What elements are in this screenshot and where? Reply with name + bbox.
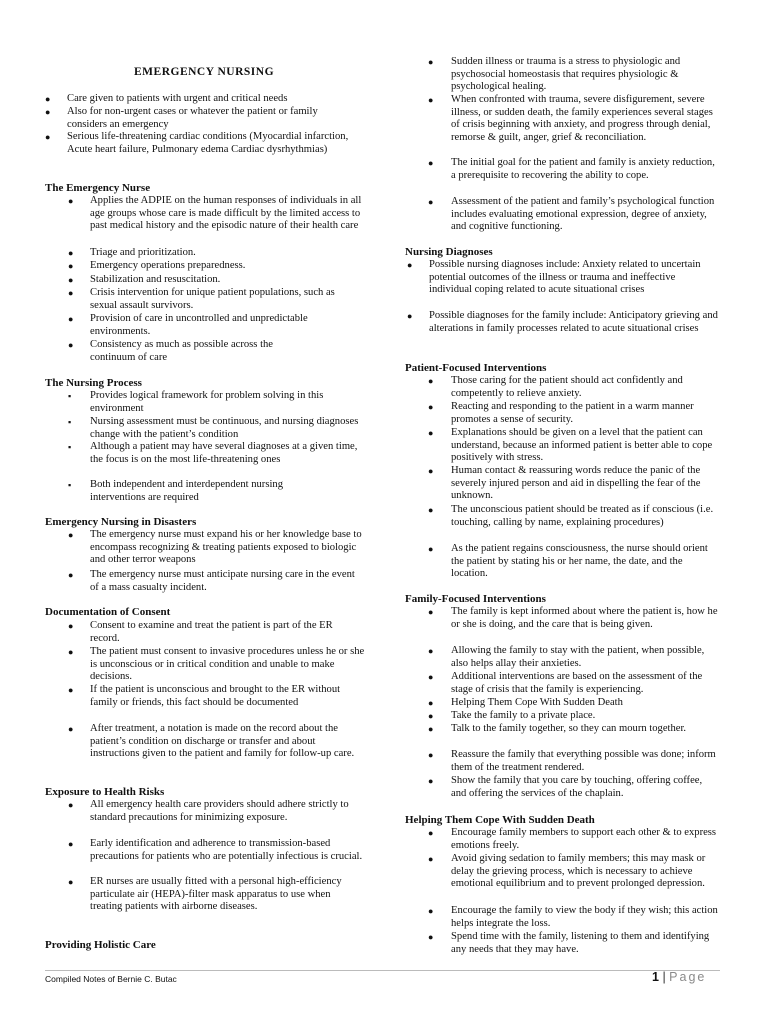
square-bullet-icon: ▪: [68, 391, 72, 401]
list-item: Nursing assessment must be continuous, and nursing diagnoses change with the patient’s condition: [90, 416, 359, 440]
list-item: Possible nursing diagnoses include: Anxiety related to uncertain potential outcomes of the illness or trauma and ineffective individual coping related to acute situational crises: [429, 259, 701, 296]
footer-page-indicator: [652, 970, 706, 984]
bullet-icon: ●: [428, 711, 434, 721]
list-item: Emergency operations preparedness.: [90, 260, 246, 271]
bullet-icon: ●: [428, 505, 434, 515]
list-item: The patient must consent to invasive procedures unless he or she is unconscious or in critical condition and unable to make decisions.: [90, 646, 365, 683]
list-item: Talk to the family together, so they can mourn together.: [451, 723, 687, 734]
list-item: Avoid giving sedation to family members; this may mask or delay the grieving process, which is necessary to achieve emotional equilibrium and to prevent prolonged depression.: [451, 853, 706, 890]
list-item: Although a patient may have several diagnoses at a given time, the focus is on the most life-threatening ones: [90, 441, 358, 465]
bullet-icon: ●: [68, 621, 74, 631]
bullet-icon: ●: [428, 95, 434, 105]
list-item: The emergency nurse must expand his or her knowledge base to encompass recognizing & treating patients exposed to biologic and other terror weapons: [90, 529, 362, 566]
bullet-icon: ●: [68, 340, 74, 350]
list-item: Allowing the family to stay with the patient, when possible, also helps allay their anxieties.: [451, 645, 705, 669]
bullet-icon: ●: [68, 685, 74, 695]
list-item: Applies the ADPIE on the human responses of individuals in all age groups whose care is made difficult by the limited access to past medical history and the episodic nature of their health care: [90, 195, 362, 232]
bullet-icon: ●: [428, 932, 434, 942]
list-item: Additional interventions are based on the assessment of the stage of crisis that the family is experiencing.: [451, 671, 703, 695]
square-bullet-icon: ▪: [68, 417, 72, 427]
bullet-icon: ●: [428, 828, 434, 838]
bullet-icon: ●: [68, 196, 74, 206]
list-item: Reacting and responding to the patient in a warm manner promotes a sense of security.: [451, 401, 694, 425]
right-column: [405, 0, 720, 960]
list-item: The family is kept informed about where the patient is, how he or she is doing, and the care that is being given.: [451, 606, 718, 630]
footer-author-note: Compiled Notes of Bernie C. Butac: [45, 974, 177, 984]
list-item: All emergency health care providers should adhere strictly to standard precautions for minimizing exposure.: [90, 799, 349, 823]
list-item: Both independent and interdependent nursing interventions are required: [90, 479, 283, 503]
bullet-icon: ●: [428, 672, 434, 682]
list-item: Provides logical framework for problem solving in this environment: [90, 390, 324, 414]
left-column: [45, 0, 365, 960]
list-item: Take the family to a private place.: [451, 710, 596, 721]
list-item: Explanations should be given on a level that the patient can understand, because an informed patient is better able to cope positively with stress.: [451, 427, 713, 464]
bullet-icon: ●: [428, 854, 434, 864]
bullet-icon: ●: [45, 107, 51, 117]
bullet-icon: ●: [68, 314, 74, 324]
bullet-icon: ●: [68, 261, 74, 271]
bullet-icon: ●: [428, 906, 434, 916]
bullet-icon: ●: [68, 530, 74, 540]
page-label: Page: [669, 970, 707, 984]
bullet-icon: ●: [428, 776, 434, 786]
page-title: EMERGENCY NURSING: [134, 66, 275, 78]
list-item: If the patient is unconscious and brought to the ER without family or friends, this fact should be documented: [90, 684, 341, 708]
bullet-icon: ●: [68, 647, 74, 657]
bullet-icon: ●: [68, 800, 74, 810]
bullet-icon: ●: [68, 839, 74, 849]
bullet-icon: ●: [45, 132, 51, 142]
section-heading-nursing-diagnoses: Nursing Diagnoses: [405, 246, 493, 258]
bullet-icon: ●: [428, 428, 434, 438]
list-item: Provision of care in uncontrolled and unpredictable environments.: [90, 313, 308, 337]
list-item: Spend time with the family, listening to them and identifying any needs that they may have.: [451, 931, 710, 955]
list-item: Possible diagnoses for the family include: Anticipatory grieving and alterations in family processes related to acute situational crises: [429, 310, 718, 334]
bullet-icon: ●: [68, 877, 74, 887]
section-heading-emergency-nurse: The Emergency Nurse: [45, 182, 151, 194]
page-number: 1: [652, 970, 659, 984]
list-item: Stabilization and resuscitation.: [90, 274, 221, 285]
list-item: The initial goal for the patient and family is anxiety reduction, a prerequisite to recovering the ability to cope.: [451, 157, 715, 181]
bullet-icon: ●: [428, 698, 434, 708]
list-item: Show the family that you care by touching, offering coffee, and offering the services of the chaplain.: [451, 775, 703, 799]
list-item: Early identification and adherence to transmission-based precautions for patients who are potentially infectious is crucial.: [90, 838, 363, 862]
bullet-icon: ●: [428, 197, 434, 207]
list-item: Assessment of the patient and family’s psychological function includes evaluating emotional expression, degree of anxiety, and cognitive functioning.: [451, 196, 715, 233]
intro-bullet: Care given to patients with urgent and critical needs: [67, 93, 288, 104]
bullet-icon: ●: [428, 57, 434, 67]
list-item: Consent to examine and treat the patient is part of the ER record.: [90, 620, 333, 644]
bullet-icon: ●: [68, 724, 74, 734]
list-item: Crisis intervention for unique patient populations, such as sexual assault survivors.: [90, 287, 335, 311]
bullet-icon: ●: [407, 311, 413, 321]
section-heading-disasters: Emergency Nursing in Disasters: [45, 516, 197, 528]
intro-bullet: Also for non-urgent cases or whatever the patient or family considers an emergency: [67, 106, 318, 130]
square-bullet-icon: ▪: [68, 480, 72, 490]
bullet-icon: ●: [428, 158, 434, 168]
list-item: The emergency nurse must anticipate nursing care in the event of a mass casualty incident.: [90, 569, 355, 593]
bullet-icon: ●: [428, 376, 434, 386]
list-item: Triage and prioritization.: [90, 247, 196, 258]
bullet-icon: ●: [68, 288, 74, 298]
section-heading-health-risks: Exposure to Health Risks: [45, 786, 165, 798]
bullet-icon: ●: [428, 544, 434, 554]
list-item: As the patient regains consciousness, the nurse should orient the patient by stating his or her name, the date, and the location.: [451, 543, 708, 580]
list-item: ER nurses are usually fitted with a personal high-efficiency particulate air (HEPA)-filter mask apparatus to use when treating patients with airborne diseases.: [90, 876, 342, 913]
list-item: Consistency as much as possible across the continuum of care: [90, 339, 274, 363]
list-item: Sudden illness or trauma is a stress to physiologic and psychosocial homeostasis that requires physiologic & psychological healing.: [451, 56, 681, 93]
section-heading-sudden-death: Helping Them Cope With Sudden Death: [405, 814, 595, 826]
section-heading-family-interventions: Family-Focused Interventions: [405, 593, 546, 605]
list-item: Human contact & reassuring words reduce the panic of the severely injured person and aid in dispelling the fear of the unknown.: [451, 465, 701, 502]
page-separator: |: [662, 970, 666, 984]
list-item: Helping Them Cope With Sudden Death: [451, 697, 623, 708]
list-item: After treatment, a notation is made on the record about the patient’s condition on discharge or transfer and about instructions given to the patient and family for follow-up care.: [90, 723, 355, 760]
section-heading-consent: Documentation of Consent: [45, 606, 171, 618]
bullet-icon: ●: [68, 248, 74, 258]
list-item: Encourage family members to support each other & to express emotions freely.: [451, 827, 717, 851]
list-item: When confronted with trauma, severe disfigurement, severe illness, or sudden death, the family experiences several stages of crisis beginning with anxiety, and progress through denial, remorse & guilt, anger, grief & reconciliation.: [451, 94, 713, 143]
bullet-icon: ●: [68, 570, 74, 580]
intro-bullet: Serious life-threatening cardiac conditions (Myocardial infarction, Acute heart failure, Pulmonary edema Cardiac dysrhythmias): [67, 131, 349, 155]
bullet-icon: ●: [428, 607, 434, 617]
footer-divider: [45, 970, 720, 971]
bullet-icon: ●: [428, 466, 434, 476]
section-heading-patient-interventions: Patient-Focused Interventions: [405, 362, 547, 374]
square-bullet-icon: ▪: [68, 442, 72, 452]
section-heading-nursing-process: The Nursing Process: [45, 377, 142, 389]
bullet-icon: ●: [428, 402, 434, 412]
list-item: Encourage the family to view the body if they wish; this action helps integrate the loss.: [451, 905, 718, 929]
bullet-icon: ●: [428, 724, 434, 734]
bullet-icon: ●: [68, 275, 74, 285]
list-item: Those caring for the patient should act confidently and competently to relieve anxiety.: [451, 375, 683, 399]
list-item: Reassure the family that everything possible was done; inform them of the treatment rendered.: [451, 749, 716, 773]
list-item: The unconscious patient should be treated as if conscious (i.e. touching, calling by name, explaining procedures): [451, 504, 714, 528]
bullet-icon: ●: [428, 750, 434, 760]
bullet-icon: ●: [45, 94, 51, 104]
bullet-icon: ●: [428, 646, 434, 656]
bullet-icon: ●: [407, 260, 413, 270]
section-heading-holistic-care: Providing Holistic Care: [45, 939, 156, 951]
